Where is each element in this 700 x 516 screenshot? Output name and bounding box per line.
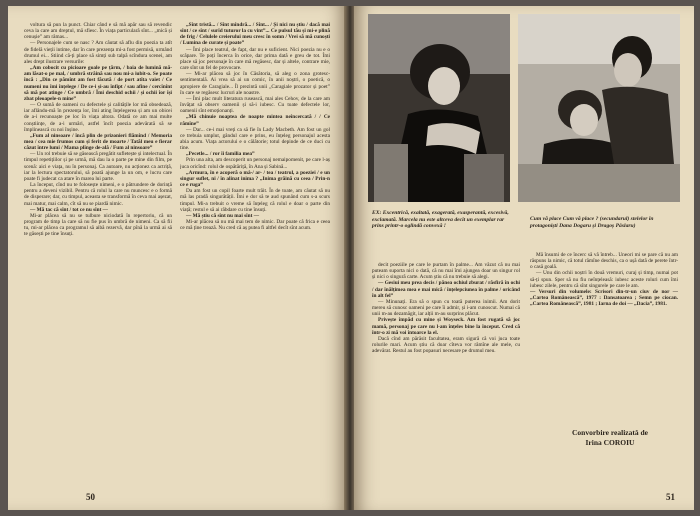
paragraph: voltura să pun la punct. Chiar când e să mă apăr sau să revendic ceva la care am dreptul, mă sfiesc. În viața particulară sînt... „mică și cenușie” am rămas... bbox=[24, 22, 172, 41]
paragraph: — O sumă de oameni cu defectele și calitățile lor mă obsedează, iar aflându-mă în prezența lor, îmi ating înțelegerea și am un obicei de a-i recunoaște pe loc în viața altora. Odată ce am mai multe conștiințe, de a-i urmări, astfel încît poezia adevărată să se împlinească cu noi înșine. bbox=[24, 102, 172, 133]
paragraph: Privește împăd cu mine și Woyseck. Am fost rugată să joc mamă, personaj pe care nu l-am înțeles bine la început. Cred că într-o zi mă voi întoarce la el. bbox=[372, 317, 520, 336]
paragraph: — Unu din ochii noștri în două vremuri, curaj și timp, numai pot să-ți spun. Sper să nu fiu neînțeleasă: iubesc aceste roluri cum îmi iubesc zilele, pentru că sînt singurele pe care le am. bbox=[530, 270, 678, 289]
paragraph: „Pecetle... / ror îi familia mea” bbox=[186, 151, 255, 158]
interview-credit-heading: Convorbire realizată de bbox=[572, 428, 648, 437]
paragraph: — Gesiui meu prea decis / pănea ochiul zburat / răsfiră în ochi / dar înălțimea mea e mai mică / înțelepciunea în palme / oricând în alt fel” bbox=[372, 280, 520, 299]
paragraph: — Un rol trebuie să se găsească pregătit sufletește și intelectual. În timpul repetițiilor și pe urmă, mă dau la o parte pe mine din film, pe scenă: aici e viața, nu în personaj. Ca autoare, nu acționez ca actriță, iar la lectura spectatorului, să poată ajunge la un om, e lucru care poate fi judecat ca atare în marea lui parte. bbox=[24, 151, 172, 182]
paragraph: „Mă chinuie noaptea de noapte mintea neîncercată / / Ce rămîne” bbox=[180, 114, 330, 127]
photo-actors-couple-caption: Cum vă place Cum vă place ? (secundarul) stelelor în protagoniști Dana Dogaru și Dragoș Pâslaru) bbox=[530, 216, 654, 229]
paragraph: Mă însumi de ce încerc să vă întreb... Uneori mi se pare că nu am răspuns la nimic, că totul rămîne deschis, ca o ușă dată de perete într-o casă goală. bbox=[530, 252, 678, 271]
paragraph: — Versuri din volumele: Scrisori din-tr-un ciuv de nor — „Cartea Românească”, 1977 : Dansatoarea ; Semn pe ciocan. „Cartea Românească”, 1981 ; Iarna de doi — „Dacia”, 1981. bbox=[530, 288, 678, 308]
paragraph: „Armura, în e acoperă o mâ-/ ar- / tea / teatrul, a poeziei / e un singur suflet, ni / în alinat inima ? „Inima grăină cu ceea / Prin-n ce e ruga” bbox=[180, 169, 330, 189]
left-page bbox=[8, 6, 346, 510]
right-page-number: 51 bbox=[666, 492, 675, 502]
paragraph: Mi-ar plăcea să nu se tulbure niciodată în repertoriu, că un program de timp la care să nu fie pus în umbră de nimeni. Ca să fii tu, mi-ar plăcea ca programul să aibă rezervă, dar pînă la urmă ai să te găsești pe tine însuți. bbox=[24, 212, 172, 238]
paragraph: Dacă cînd am părăsit facultatea, eram sigură că voi juca toate rolurile mari. Acum știu că doar cîteva vor rămîne ale mele, cu adevărat. Restul au fost popasuri necesare pe drumul meu. bbox=[372, 335, 520, 355]
photo-actress-mirror-caption: EX: Excentrică, exaltată, exagerată, exasperantă, excesivă, exclamată. Marcela nu este altceva decît un exemplar rar prins printr-o oglindă convexă ! bbox=[372, 210, 509, 230]
paragraph: Prin una alta, am descoperit un personaj nemaipomenit, pe care l-aș juca oricînd: rolul de ospătăriță, în Ana și Sabină... bbox=[180, 157, 330, 170]
magazine-spread bbox=[8, 6, 694, 510]
paragraph: — Mă tac că sînt / tot ce nu sînt — bbox=[30, 206, 108, 213]
paragraph: „Am cobocit cu picioare goale pe țărm, / baia de lumină mă-am lăsat-o pe mal, / umbră străină sau nou mi-a iubit-o. Se poate încă : „Din ce pămînt am fost făcută / de port atîta vaiet / Ce numeni nu îmi înțelege / De ce-i și-au înfipt / sau afine / cercînînt să mă pot atinge / Ce umbră / Îmi deschid ochii / și ochii îor își zbat pleoapele-n mine” bbox=[24, 65, 172, 102]
paragraph: Da am fost un copil foarte mult trăit. În de toate, am căutat să nu mă las pradă singurătății. Îmi e dor să te aud spunând cum s-a scurs timpul. Mi-a trebuit o vreme să înțeleg că rolul e doar o parte din viață; restul e să ai răbdare cu tine însuți. bbox=[180, 188, 330, 213]
interview-author: Irina COROIU bbox=[585, 438, 635, 447]
paragraph: Mi-ar plăcea să nu mă mai tem de nimic. Dar poate că frica e ceea ce mă ține trează. Nu cred că aș putea fi altfel decît sînt acum. bbox=[180, 219, 330, 232]
photo-actors-couple bbox=[518, 14, 680, 202]
paragraph: — Dar... ce-i mai vreți ca să fie în Lady Macbeth. Am fost un gol ce trebuia umplut, gândul care e prins, eu înțeleg personajul acesta abia acum. Viața actorului e o călătorie; totul depinde de ce duci cu tine. bbox=[180, 126, 330, 152]
paragraph: — Personajele cum se nasc ? Am căutat să aflu din poezia ta atît de fidelă vieții intime, dar în care prezența mi-a fost permisă, urmând drumul ei... Stiind că-ți place să simți sub talpă scîndura scenei, am ales drept ilustrare versurile: bbox=[24, 40, 172, 65]
right-page bbox=[354, 6, 694, 510]
paragraph: — Îmi plac mult literatura rusească, mai ales Cehov, de la care am învățat să observ oamenii și să-i iubesc. Cu toate defectele lor, oamenii sînt emoționanți. bbox=[180, 95, 330, 115]
paragraph: — Minunați. Era să o spun cu toată puterea inimii. Am dorit mereu să cunosc oameni pe care îi admir, și i-am cunoscut. Numai că unii m-au dezamăgit, iar alții m-au surprins plăcut. bbox=[372, 298, 520, 318]
paragraph: „Sînt tristă... / Sînt mîndră... / Sînt... / Și nici nu știu / dacă mai sînt / ce sînt / surîd tuturor la cu vint”... Ce pulsul tău și mi-e plină de frig / Celulele creierului meu cresc în somn / Vrei să mă cunoști / Lumina de curate și poate” bbox=[180, 22, 330, 47]
paragraph: — Mi-ar plăcea să joc în Căsătoria, să aleg o zona grotesc-sentimentală. Ai vrea să ai un comic, în anii noștri, o poetică, o apropiere de Caragiale... Îl prezintă unii „Caragiale prozator și poet” în care se regăsesc lucruri ale noastre. bbox=[180, 71, 330, 96]
paragraph: — Îmi place teatrul, de fapt, dar nu e suficient. Nici poezia nu e o scăpare. Te poți încerca în orice, dar prima dată e greu de tot. Îmi place să joc personaje în care mă regăsesc, dar și altele, contrare mie, care sînt un fel de provocare. bbox=[180, 46, 330, 72]
paragraph: „Fum al ninsoare / încă plin de prizonieri flămînd / Memoria mea / cea mie frumos cum și ferit de moarte / Tatăl meu e fierar căzut între lumi / Mama plînge de-ală / Fum al ninsoare” bbox=[24, 132, 172, 152]
left-page-column-1 bbox=[24, 22, 172, 488]
left-page-column-2 bbox=[180, 22, 330, 488]
right-page-column-2 bbox=[530, 252, 678, 422]
paragraph: — Mă știu că sînt nu mai sînt — bbox=[186, 212, 259, 219]
left-page-number: 50 bbox=[86, 492, 95, 502]
paragraph: La început, cînd nu te folosește nimeni, e o pătrundere de dorință pentru a deveni vizibil. Pentru că rolul la care nu muncesc e o formă de disperare; dar, cu timpul, aceasta se transformă în ceva mai așezat, mai matur, mai calm, cît să nu se piardă nimic. bbox=[24, 182, 172, 207]
photo-actress-mirror bbox=[368, 14, 510, 202]
paragraph: decit poeziile pe care le purtam în palme... Am văzut că nu mai puteam suporta nici o dată, că nu mai îmi ajungea doar un singur rol și nici o singură carte. Acum știu că nu trebuie să alegi. bbox=[372, 262, 520, 281]
right-page-column-1 bbox=[372, 262, 520, 490]
